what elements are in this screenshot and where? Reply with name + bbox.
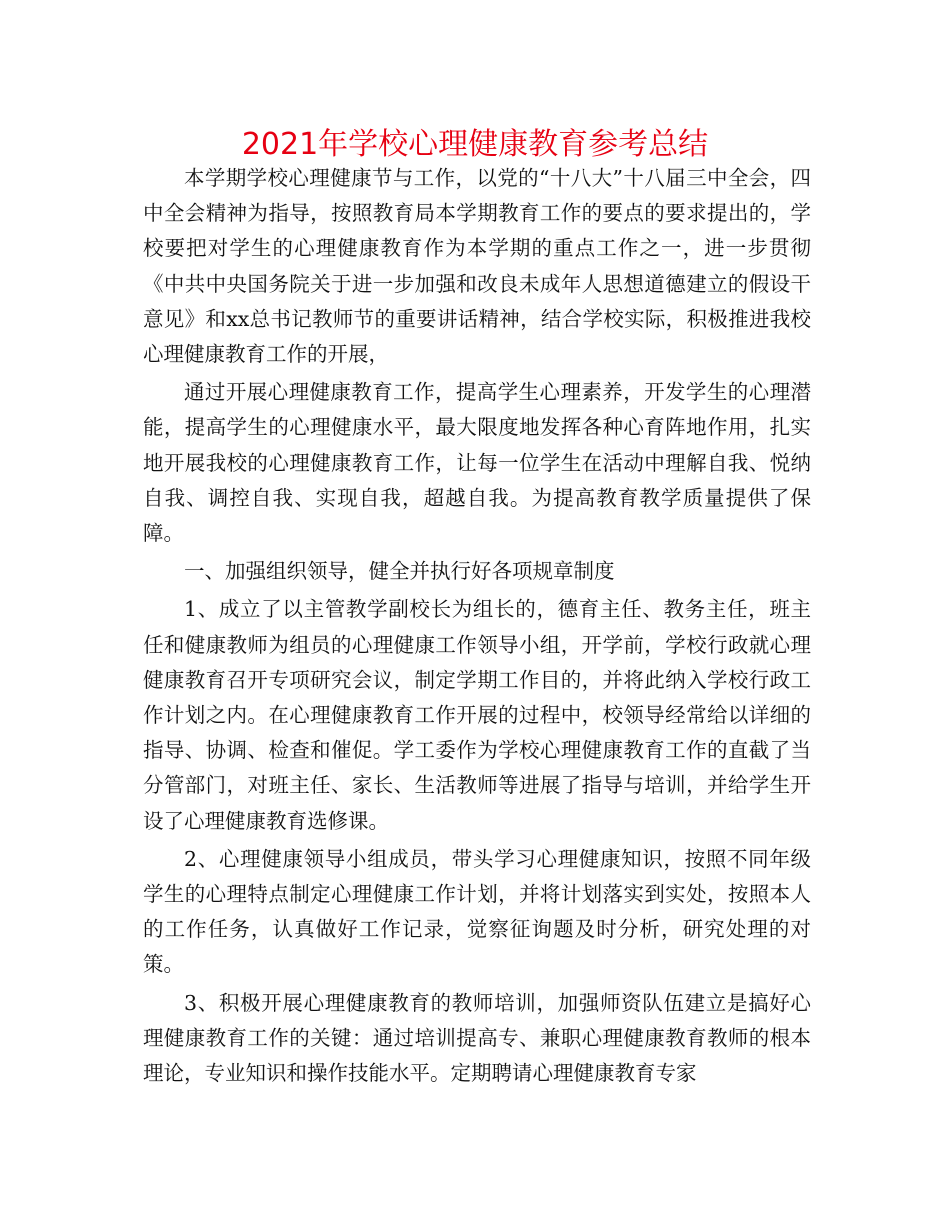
paragraph-purpose: 通过开展心理健康教育工作，提高学生心理素养，开发学生的心理潜能，提高学生的心理健康水平，最大限度地发挥各种心育阵地作用，扎实地开展我校的心理健康教育工作，让每一位学生在活动中理解自我、悦纳自我、调控自我、实现自我，超越自我。为提高教育教学质量提供了保障。 [143, 380, 811, 546]
paragraph-item-2: 2、心理健康领导小组成员，带头学习心理健康知识，按照不同年级学生的心理特点制定心理健康工作计划，并将计划落实到实处，按照本人的工作任务，认真做好工作记录，觉察征询题及时分析，研究处理的对策。 [143, 846, 811, 977]
document-title: 2021年学校心理健康教育参考总结 [241, 127, 709, 162]
paragraph-intro: 本学期学校心理健康节与工作，以党的“十八大”十八届三中全会，四中全会精神为指导，按照教育局本学期教育工作的要点的要求提出的，学校要把对学生的心理健康教育作为本学期的重点工作之一，进一步贯彻《中共中央国务院关于进一步加强和改良未成年人思想道德建立的假设干意见》和xx总书记教师节的重要讲话精神，结合学校实际，积极推进我校心理健康教育工作的开展， [143, 166, 811, 367]
document-body [143, 161, 811, 1094]
section-heading-1: 一、加强组织领导，健全并执行好各项规章制度 [184, 559, 615, 584]
paragraph-item-1: 1、成立了以主管教学副校长为组长的，德育主任、教务主任，班主任和健康教师为组员的心理健康工作领导小组，开学前，学校行政就心理健康教育召开专项研究会议，制定学期工作目的，并将此纳入学校行政工作计划之内。在心理健康教育工作开展的过程中，校领导经常给以详细的指导、协调、检查和催促。学工委作为学校心理健康教育工作的直截了当分管部门，对班主任、家长、生活教师等进展了指导与培训，并给学生开设了心理健康教育选修课。 [143, 597, 811, 833]
paragraph-item-3: 3、积极开展心理健康教育的教师培训，加强师资队伍建立是搞好心理健康教育工作的关键：通过培训提高专、兼职心理健康教育教师的根本理论，专业知识和操作技能水平。定期聘请心理健康教育专家 [143, 990, 811, 1086]
